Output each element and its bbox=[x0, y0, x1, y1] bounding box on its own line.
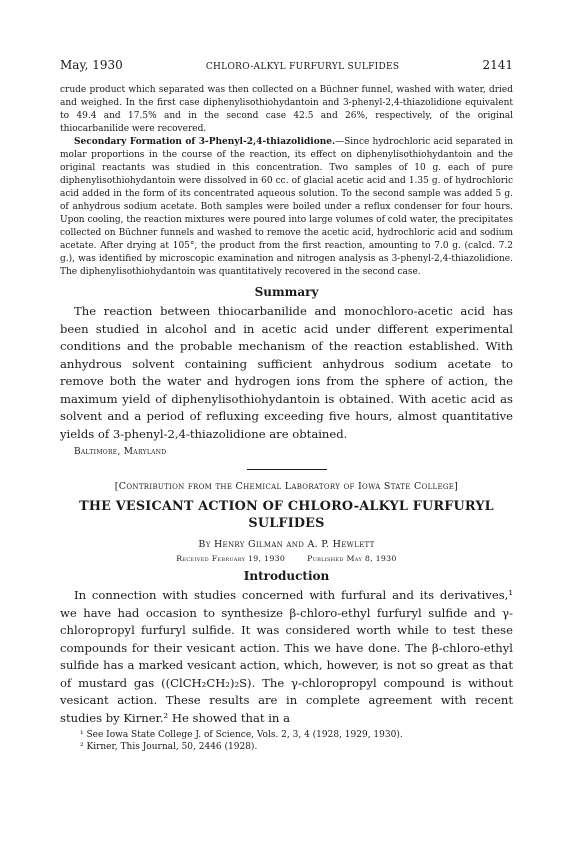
preceding-text bbox=[60, 84, 513, 279]
article-title: THE VESICANT ACTION OF CHLORO-ALKYL FURFURYL SULFIDES bbox=[79, 499, 494, 531]
introduction-text bbox=[60, 587, 513, 727]
run-in-heading: Secondary Formation of 3-Phenyl-2,4-thiazolidione. bbox=[74, 137, 336, 147]
published-date: Published May 8, 1930 bbox=[307, 554, 397, 563]
paragraph: crude product which separated was then collected on a Büchner funnel, washed with water, dried and weighed. In the first case diphenylisothiohydantoin and 3-phenyl-2,4-thiazolidione equivalent to 49.4 and 17.5% and in the second case 42.5 and 26%, respectively, of the original thiocarbanilide were recovered. bbox=[60, 85, 513, 134]
page-header bbox=[60, 58, 513, 84]
running-title: CHLORO-ALKYL FURFURYL SULFIDES bbox=[205, 62, 400, 72]
page-number: 2141 bbox=[482, 58, 513, 72]
contribution-line: [Contribution from the Chemical Laboratory of Iowa State College] bbox=[114, 481, 459, 492]
paragraph: In connection with studies concerned with furfural and its derivatives,¹ we have had occasion to synthesize β-chloro-ethyl furfuryl sulfide and γ-chloropropyl furfuryl sulfide. It was considered worth while to test these compounds for their vesicant action. This we have done. The β-chloro-ethyl sulfide has a marked vesicant action, which, however, is not so great as that of mustard gas ((ClCH₂CH₂)₂S). The γ-chloropropyl compound is without vesicant action. These results are in complete agreement with recent studies by Kirner.² He showed that in a bbox=[60, 588, 513, 725]
footnote: ¹ See Iowa State College J. of Science, Vols. 2, 3, 4 (1928, 1929, 1930). bbox=[80, 730, 403, 740]
header-date: May, 1930 bbox=[60, 58, 123, 72]
summary-text bbox=[60, 303, 513, 443]
footnote: ² Kirner, This Journal, 50, 2446 (1928). bbox=[80, 742, 258, 752]
summary-heading: Summary bbox=[254, 285, 319, 299]
paragraph-body: —Since hydrochloric acid separated in molar proportions in the course of the reaction, its effect on diphenylisothiohydantoin and the original reactants was studied in this concentration. Two samples of 10 g. each of pure diphenylisothiohydantoin were dissolved in 60 cc. of glacial acetic acid and 1.35 g. of hydrochloric acid added in the form of its concentrated aqueous solution. To the second sample was added 5 g. of anhydrous sodium acetate. Both samples were boiled under a reflux condenser for four hours. Upon cooling, the reaction mixtures were poured into large volumes of cold water, the precipitates collected on Büchner funnels and washed to remove the acetic acid, hydrochloric acid and sodium acetate. After drying at 105°, the product from the first reaction, amounting to 7.0 g. (calcd. 7.2 g.), was identified by microscopic examination and nitrogen analysis as 3-phenyl-2,4-thiazolidione. The diphenylisothiohydantoin was quantitatively recovered in the second case. bbox=[60, 137, 513, 277]
section-divider bbox=[247, 469, 327, 470]
introduction-heading: Introduction bbox=[243, 569, 330, 583]
author-line: By Henry Gilman and A. P. Hewlett bbox=[198, 539, 375, 550]
paragraph bbox=[60, 136, 513, 279]
date-line bbox=[60, 554, 513, 563]
journal-page bbox=[60, 58, 513, 753]
received-date: Received February 19, 1930 bbox=[176, 554, 286, 563]
footnotes bbox=[80, 729, 513, 753]
place-line: Baltimore, Maryland bbox=[74, 447, 167, 457]
paragraph: The reaction between thiocarbanilide and monochloro-acetic acid has been studied in alcohol and in acetic acid under different experimental conditions and the probable mechanism of the reaction established. With anhydrous solvent containing sufficient anhydrous sodium acetate to remove both the water and hydrogen ions from the sphere of action, the maximum yield of diphenylisothiohydantoin is obtained. With acetic acid as solvent and a period of refluxing exceeding five hours, almost quantitative yields of 3-phenyl-2,4-thiazolidione are obtained. bbox=[60, 304, 513, 441]
